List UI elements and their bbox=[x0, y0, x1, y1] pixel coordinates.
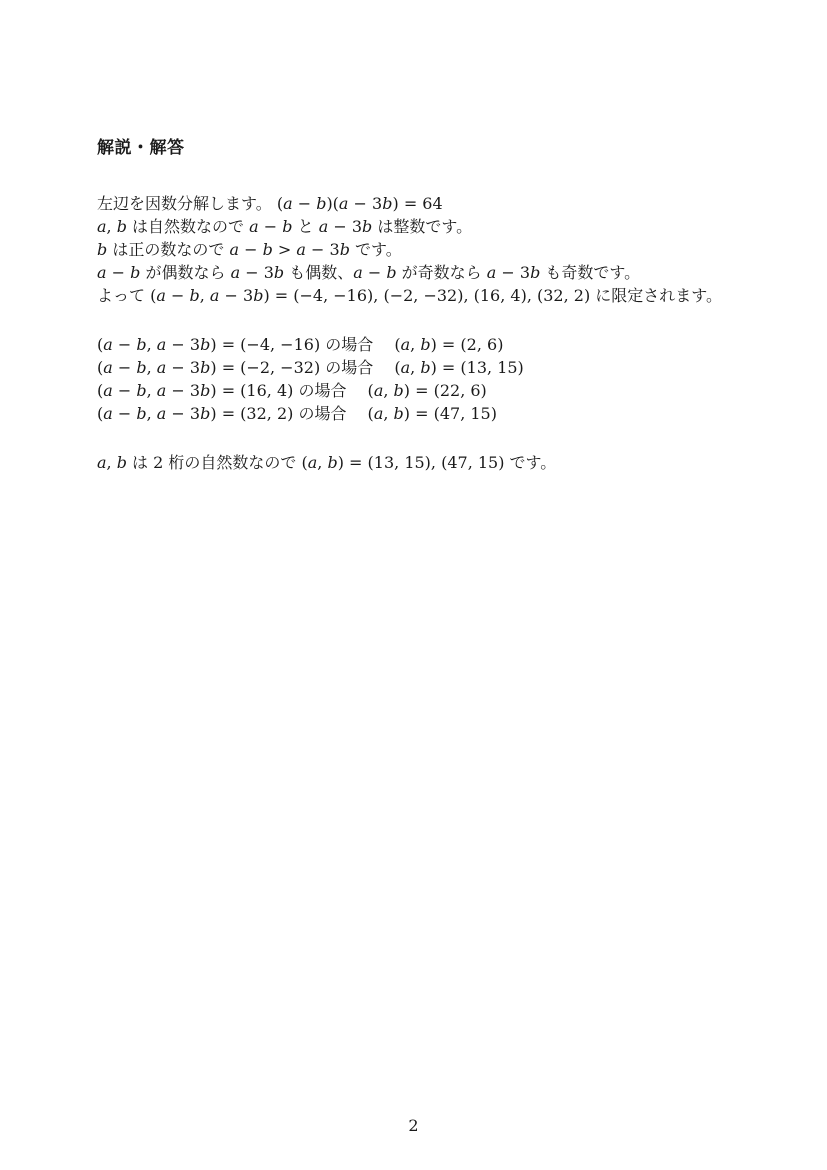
japanese-text: が奇数なら bbox=[396, 263, 487, 282]
math-variable: a bbox=[156, 404, 167, 423]
japanese-text: に限定されます。 bbox=[590, 286, 723, 305]
japanese-text: も奇数です。 bbox=[540, 263, 641, 282]
solution-body bbox=[97, 192, 767, 474]
math-variable: b bbox=[130, 263, 141, 282]
math-text: ( bbox=[346, 381, 374, 400]
text-line bbox=[97, 238, 767, 261]
math-variable: b bbox=[200, 335, 211, 354]
math-variable: b bbox=[530, 263, 541, 282]
math-variable: a bbox=[373, 381, 384, 400]
math-text: − bbox=[238, 240, 263, 259]
text-line bbox=[97, 356, 767, 379]
math-text: − 3 bbox=[496, 263, 531, 282]
solution-section bbox=[97, 140, 767, 474]
math-text: − 3 bbox=[305, 240, 340, 259]
math-variable: b bbox=[136, 358, 147, 377]
math-variable: b bbox=[362, 217, 373, 236]
math-variable: b bbox=[136, 381, 147, 400]
text-line bbox=[97, 379, 767, 402]
math-variable: a bbox=[156, 286, 166, 305]
math-variable: a bbox=[229, 240, 239, 259]
japanese-text: の場合 bbox=[320, 358, 374, 377]
math-text: − bbox=[292, 194, 317, 213]
math-text: ( bbox=[97, 404, 104, 423]
math-variable: b bbox=[386, 263, 397, 282]
math-text: − 3 bbox=[166, 335, 201, 354]
math-variable: b bbox=[200, 381, 211, 400]
math-text: − 3 bbox=[166, 404, 201, 423]
math-text: ( bbox=[150, 286, 157, 305]
math-variable: b bbox=[316, 194, 327, 213]
japanese-text: と bbox=[292, 217, 319, 236]
math-variable: a bbox=[156, 358, 167, 377]
math-text: , bbox=[146, 358, 157, 377]
math-text: − 3 bbox=[219, 286, 254, 305]
math-variable: a bbox=[230, 263, 241, 282]
math-variable: a bbox=[156, 381, 167, 400]
math-variable: a bbox=[103, 335, 113, 354]
math-variable: a bbox=[103, 358, 113, 377]
paragraph bbox=[97, 333, 767, 425]
math-variable: a bbox=[249, 217, 259, 236]
math-text: ) = 64 bbox=[392, 194, 443, 213]
japanese-text: 左辺を因数分解します。 bbox=[97, 194, 272, 213]
math-text: ) = (−2, −32) bbox=[210, 358, 321, 377]
math-text: ( bbox=[97, 381, 104, 400]
math-variable: a bbox=[486, 263, 497, 282]
math-variable: a bbox=[283, 194, 293, 213]
japanese-text: です。 bbox=[504, 453, 557, 472]
math-variable: b bbox=[420, 335, 431, 354]
math-text: ) = (−4, −16), (−2, −32), (16, 4), (32, 2) bbox=[263, 286, 591, 305]
math-text: , bbox=[410, 335, 421, 354]
math-variable: a bbox=[318, 217, 329, 236]
page-number: 2 bbox=[408, 1116, 419, 1135]
math-text: − bbox=[112, 404, 137, 423]
japanese-text: は自然数なので bbox=[126, 217, 250, 236]
japanese-text: の場合 bbox=[320, 335, 374, 354]
math-variable: b bbox=[189, 286, 200, 305]
math-variable: b bbox=[282, 217, 293, 236]
math-variable: a bbox=[156, 335, 167, 354]
text-line bbox=[97, 261, 767, 284]
japanese-text: の場合 bbox=[293, 404, 347, 423]
math-text: , bbox=[106, 217, 117, 236]
japanese-text: の場合 bbox=[293, 381, 347, 400]
math-variable: b bbox=[339, 240, 350, 259]
math-text: , bbox=[146, 335, 157, 354]
math-variable: b bbox=[116, 217, 127, 236]
text-line bbox=[97, 333, 767, 356]
math-text: ( bbox=[373, 358, 401, 377]
math-variable: a bbox=[373, 404, 384, 423]
math-text: , bbox=[383, 381, 394, 400]
math-text: − bbox=[112, 381, 137, 400]
math-text: ( bbox=[271, 194, 284, 213]
math-variable: a bbox=[338, 194, 349, 213]
text-line bbox=[97, 402, 767, 425]
math-variable: b bbox=[393, 381, 404, 400]
paragraph bbox=[97, 451, 767, 474]
math-variable: b bbox=[200, 404, 211, 423]
math-variable: b bbox=[262, 240, 273, 259]
math-variable: b bbox=[253, 286, 264, 305]
math-variable: b bbox=[116, 453, 127, 472]
math-variable: b bbox=[327, 453, 338, 472]
math-text: − 3 bbox=[166, 358, 201, 377]
japanese-text: が偶数なら bbox=[140, 263, 231, 282]
math-variable: a bbox=[400, 335, 411, 354]
japanese-text: も偶数、 bbox=[284, 263, 354, 282]
math-text: , bbox=[106, 453, 117, 472]
japanese-text: です。 bbox=[349, 240, 402, 259]
math-variable: a bbox=[307, 453, 318, 472]
math-text: ) = (32, 2) bbox=[210, 404, 294, 423]
text-line bbox=[97, 215, 767, 238]
japanese-text: は正の数なので bbox=[107, 240, 230, 259]
paragraph bbox=[97, 192, 767, 307]
math-text: > bbox=[272, 240, 297, 259]
math-text: )( bbox=[326, 194, 339, 213]
math-text: − 3 bbox=[240, 263, 274, 282]
math-variable: b bbox=[382, 194, 393, 213]
math-text: ) = (13, 15) bbox=[430, 358, 524, 377]
math-text: − bbox=[258, 217, 283, 236]
math-text: ) = (47, 15) bbox=[403, 404, 497, 423]
math-variable: a bbox=[97, 453, 107, 472]
math-text: ) = (2, 6) bbox=[430, 335, 504, 354]
math-variable: a bbox=[103, 381, 113, 400]
math-variable: b bbox=[273, 263, 285, 282]
math-text: ( bbox=[97, 358, 104, 377]
math-text: − bbox=[112, 358, 137, 377]
math-variable: a bbox=[97, 217, 107, 236]
math-text: − 3 bbox=[166, 381, 201, 400]
math-text: , bbox=[410, 358, 421, 377]
math-text: − 3 bbox=[348, 194, 383, 213]
math-variable: a bbox=[353, 263, 363, 282]
math-text: ( bbox=[373, 335, 401, 354]
math-variable: a bbox=[400, 358, 411, 377]
math-text: , bbox=[146, 404, 157, 423]
math-text: ( bbox=[97, 335, 104, 354]
math-variable: b bbox=[200, 358, 211, 377]
math-variable: a bbox=[209, 286, 220, 305]
math-variable: a bbox=[296, 240, 306, 259]
math-text: , bbox=[317, 453, 328, 472]
math-variable: a bbox=[97, 263, 107, 282]
math-text: − bbox=[106, 263, 131, 282]
text-line bbox=[97, 284, 767, 307]
japanese-text: は 2 桁の自然数なので bbox=[126, 453, 302, 472]
section-heading: 解説・解答 bbox=[97, 138, 185, 158]
math-text: , bbox=[383, 404, 394, 423]
math-variable: b bbox=[97, 240, 108, 259]
text-line bbox=[97, 192, 767, 215]
math-text: , bbox=[199, 286, 210, 305]
math-text: ) = (−4, −16) bbox=[210, 335, 321, 354]
math-text: ) = (16, 4) bbox=[210, 381, 294, 400]
math-variable: b bbox=[136, 335, 147, 354]
japanese-text: は整数です。 bbox=[372, 217, 473, 236]
math-text: ( bbox=[346, 404, 374, 423]
math-text: , bbox=[146, 381, 157, 400]
japanese-text: よって bbox=[97, 286, 151, 305]
math-text: − bbox=[112, 335, 137, 354]
math-variable: b bbox=[393, 404, 404, 423]
math-text: − bbox=[362, 263, 387, 282]
math-variable: b bbox=[136, 404, 147, 423]
math-text: ) = (13, 15), (47, 15) bbox=[337, 453, 505, 472]
math-variable: b bbox=[420, 358, 431, 377]
math-text: ) = (22, 6) bbox=[403, 381, 487, 400]
math-text: − 3 bbox=[328, 217, 363, 236]
math-text: ( bbox=[301, 453, 308, 472]
text-line bbox=[97, 451, 767, 474]
math-variable: a bbox=[103, 404, 113, 423]
math-text: − bbox=[165, 286, 190, 305]
